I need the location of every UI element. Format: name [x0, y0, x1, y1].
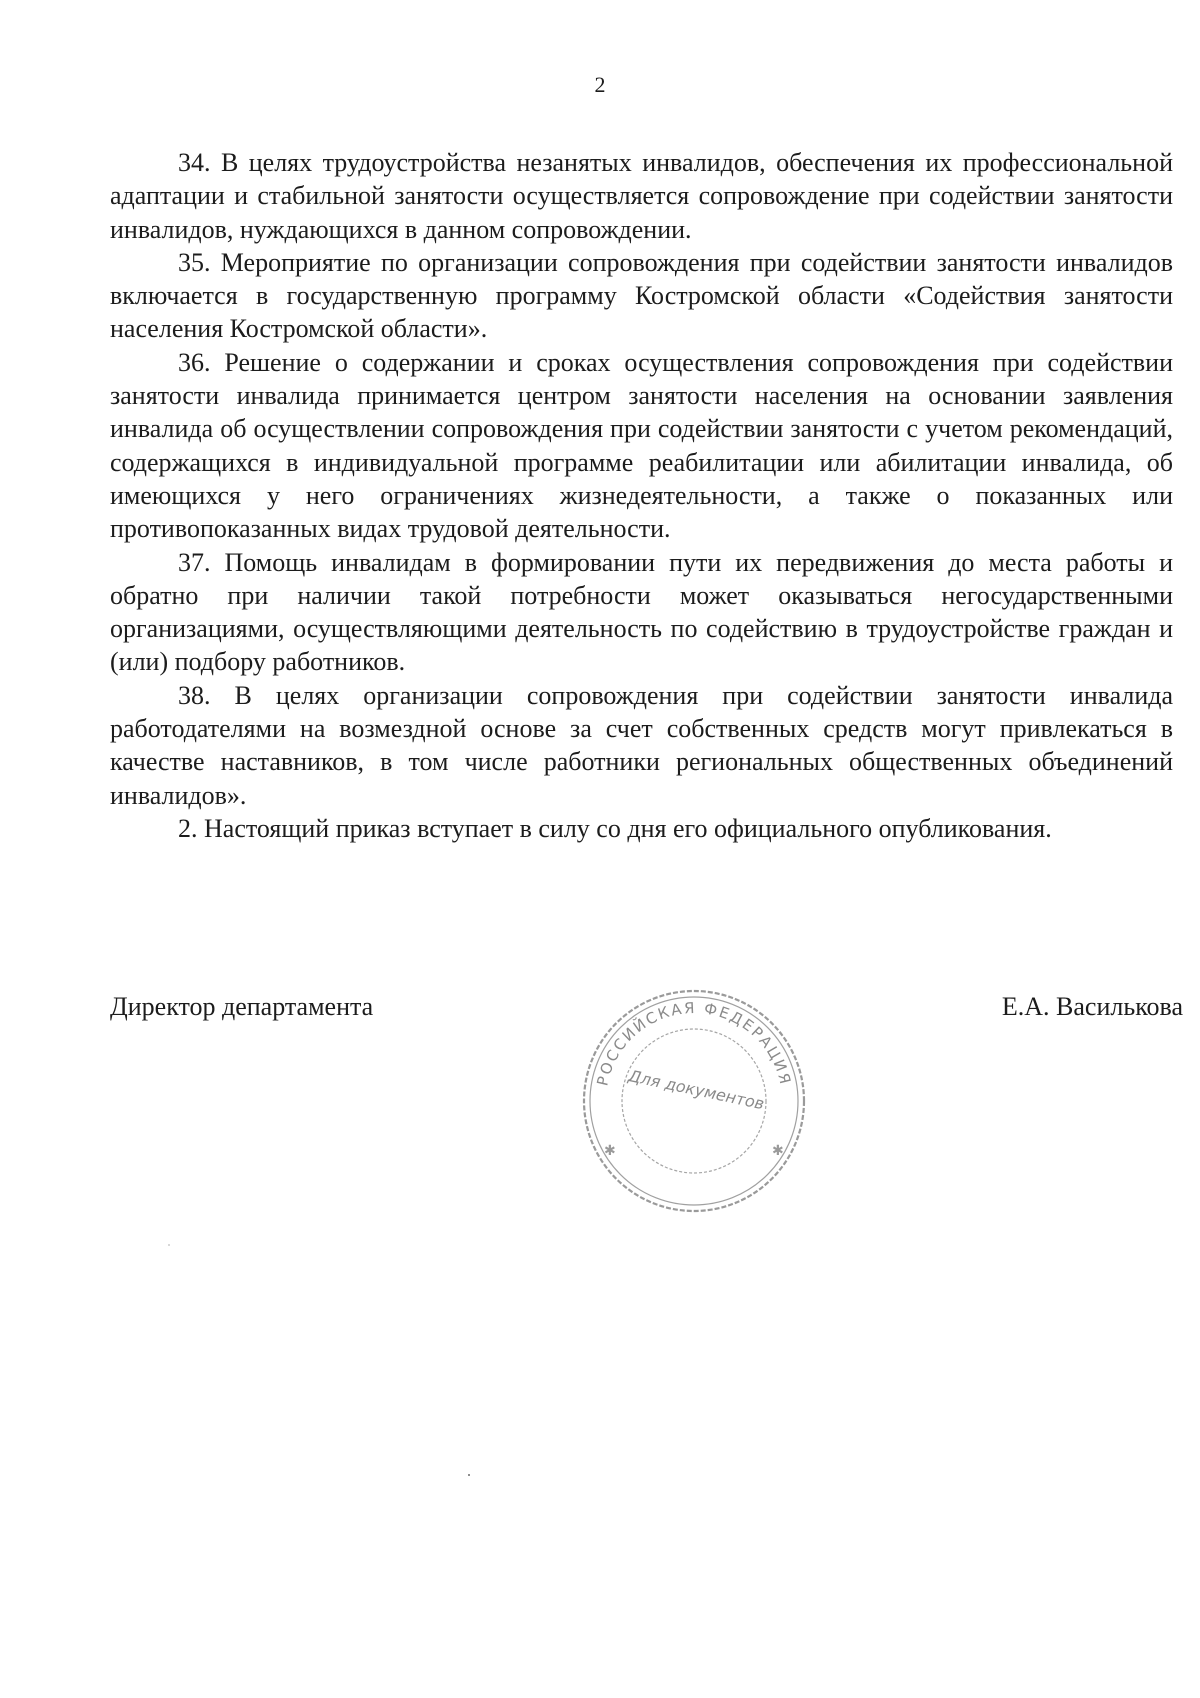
paragraph-34: 34. В целях трудоустройства незанятых инвалидов, обеспечения их профессиональной адаптации и стабильной занятости осуществляется сопровождение при содействии занятости инвалидов, нуждающихся в данном сопровождении.	[110, 148, 1173, 244]
paragraph-35: 35. Мероприятие по организации сопровождения при содействии занятости инвалидов включается в государственную программу Костромской области «Содействия занятости населения Костромской области».	[110, 247, 1173, 344]
stamp-outer-text: РОССИЙСКАЯ ФЕДЕРАЦИЯ	[593, 998, 795, 1088]
signatory-title: Директор департамента	[110, 992, 374, 1021]
scan-artifact	[468, 1474, 470, 1476]
official-stamp	[578, 985, 810, 1217]
paragraph-37: 37. Помощь инвалидам в формировании пути их передвижения до места работы и обратно при наличии такой потребности может оказываться негосударственными организациями, осуществляющими деятельность по содействию в трудоустройстве граждан и (или) подбору работников.	[110, 547, 1173, 677]
stamp-star-left: ✱	[604, 1144, 616, 1159]
paragraph-38: 38. В целях организации сопровождения при содействии занятости инвалида работодателями на возмездной основе за счет собственных средств могут привлекаться в качестве наставников, в том числе работники региональных общественных объединений инвалидов».	[110, 680, 1173, 810]
page-number: 2	[594, 72, 606, 97]
document-body	[110, 146, 1173, 845]
stamp-center-text: Для документов	[626, 1066, 767, 1114]
stamp-star-right: ✱	[772, 1144, 784, 1159]
signatory-name: Е.А. Василькова	[1001, 992, 1183, 1021]
scan-artifact	[168, 1244, 170, 1246]
paragraph-effective-date: 2. Настоящий приказ вступает в силу со дня его официального опубликования.	[178, 813, 1052, 843]
paragraph-36: 36. Решение о содержании и сроках осуществления сопровождения при содействии занятости инвалида принимается центром занятости населения на основании заявления инвалида об осуществлении сопровождения при содействии занятости с учетом рекомендаций, содержащихся в индивидуальной программе реабилитации или абилитации инвалида, об имеющихся у него ограничениях жизнедеятельности, а также о показанных или противопоказанных видах трудовой деятельности.	[110, 347, 1173, 544]
